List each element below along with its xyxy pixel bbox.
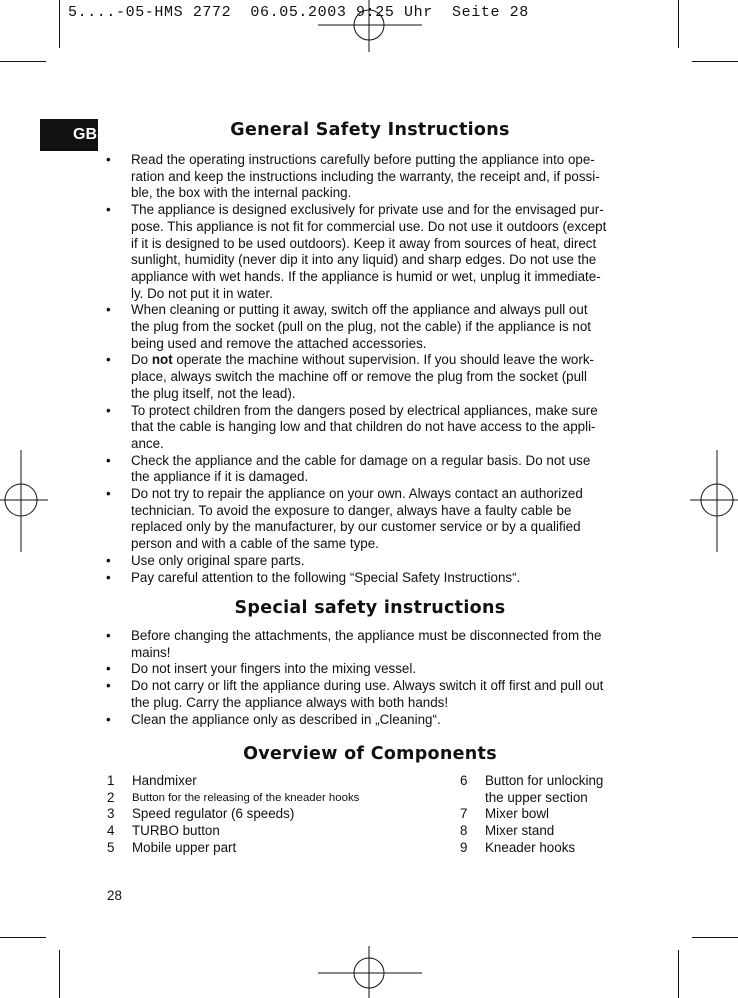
general-safety-title: General Safety Instructions [230, 120, 510, 140]
component-item: 2 Button for the releasing of the kneader hooks [107, 789, 360, 805]
list-item: • The appliance is designed exclusively for private use and for the envisaged pur- pose. This appliance is not fit for commercial use. Do not use it outdoors (except if it is designed to be used outdoors). Keep it away from sources of heat, direct sunlight, humidity (never dip it into any liquid) and sharp edges. Do not use the appliance with wet hands. If the appliance is humid or wet, unplug it immediate- ly. Do not put it in water. [106, 202, 636, 302]
crop-mark-top-right-vertical [678, 0, 679, 48]
list-item: • Do not insert your fingers into the mixing vessel. [106, 661, 636, 678]
special-safety-list [106, 628, 636, 728]
list-item: • Do not carry or lift the appliance during use. Always switch it off first and pull out the plug. Carry the appliance always with both hands! [106, 678, 636, 711]
component-item: 8 Mixer stand [460, 823, 555, 839]
crop-mark-bottom-left-horizontal [0, 937, 46, 938]
registration-mark-left-icon [0, 450, 48, 552]
emphasis-not: not [151, 352, 173, 368]
list-item: • Use only original spare parts. [106, 553, 636, 570]
component-item: 4 TURBO button [107, 823, 220, 839]
general-safety-list [106, 152, 636, 586]
component-item: 7 Mixer bowl [460, 806, 549, 822]
list-item: • Before changing the attachments, the appliance must be disconnected from the mains! [106, 628, 636, 661]
registration-mark-bottom-icon [318, 946, 422, 998]
component-item: 3 Speed regulator (6 speeds) [107, 806, 295, 822]
list-item: • To protect children from the dangers posed by electrical appliances, make sure that the cable is hanging low and that children do not have access to the appli- ance. [106, 403, 636, 453]
crop-mark-top-left-horizontal [0, 61, 46, 62]
component-item: 5 Mobile upper part [107, 839, 237, 855]
overview-title: Overview of Components [243, 744, 497, 764]
list-item: • Do not try to repair the appliance on your own. Always contact an authorized technician. To avoid the exposure to danger, always have a faulty cable be replaced only by the manufacturer, by our customer service or by a qualified person and with a cable of the same type. [106, 486, 636, 553]
components-list-right [460, 773, 603, 857]
component-item: 6 Button for unlocking the upper section [460, 773, 604, 805]
list-item: • Read the operating instructions carefully before putting the appliance into ope- ration and keep the instructions including the warranty, the receipt and, if possi- ble, the box with the internal packing. [106, 152, 636, 202]
component-item: 1 Handmixer [107, 773, 197, 788]
list-item: • Pay careful attention to the following “Special Safety Instructions“. [106, 570, 636, 587]
print-header: 5....-05-HMS 2772 06.05.2003 9:25 Uhr Seite 28 [68, 4, 529, 21]
list-item: • Check the appliance and the cable for damage on a regular basis. Do not use the appliance if it is damaged. [106, 453, 636, 486]
list-item: • Do not operate the machine without supervision. If you should leave the work- place, always switch the machine off or remove the plug from the socket (pull the plug itself, not the lead). [106, 352, 636, 402]
crop-mark-bottom-right-vertical [678, 950, 679, 998]
crop-mark-bottom-right-horizontal [692, 937, 738, 938]
language-badge [40, 119, 98, 151]
crop-mark-bottom-left-vertical [59, 950, 60, 998]
registration-mark-right-icon [690, 450, 738, 552]
crop-mark-top-left-vertical [59, 0, 60, 48]
registration-mark-top-icon [318, 0, 422, 52]
components-list-left [107, 773, 359, 857]
component-item: 9 Kneader hooks [460, 839, 576, 855]
crop-mark-top-right-horizontal [692, 61, 738, 62]
page-number: 28 [107, 888, 122, 903]
special-safety-title: Special safety instructions [234, 598, 506, 618]
language-badge-label: GB [73, 126, 97, 143]
list-item: • When cleaning or putting it away, switch off the appliance and always pull out the plug from the socket (pull on the plug, not the cable) if the appliance is not being used and remove the attached accessories. [106, 302, 636, 352]
list-item: • Clean the appliance only as described in „Cleaning“. [106, 712, 636, 729]
